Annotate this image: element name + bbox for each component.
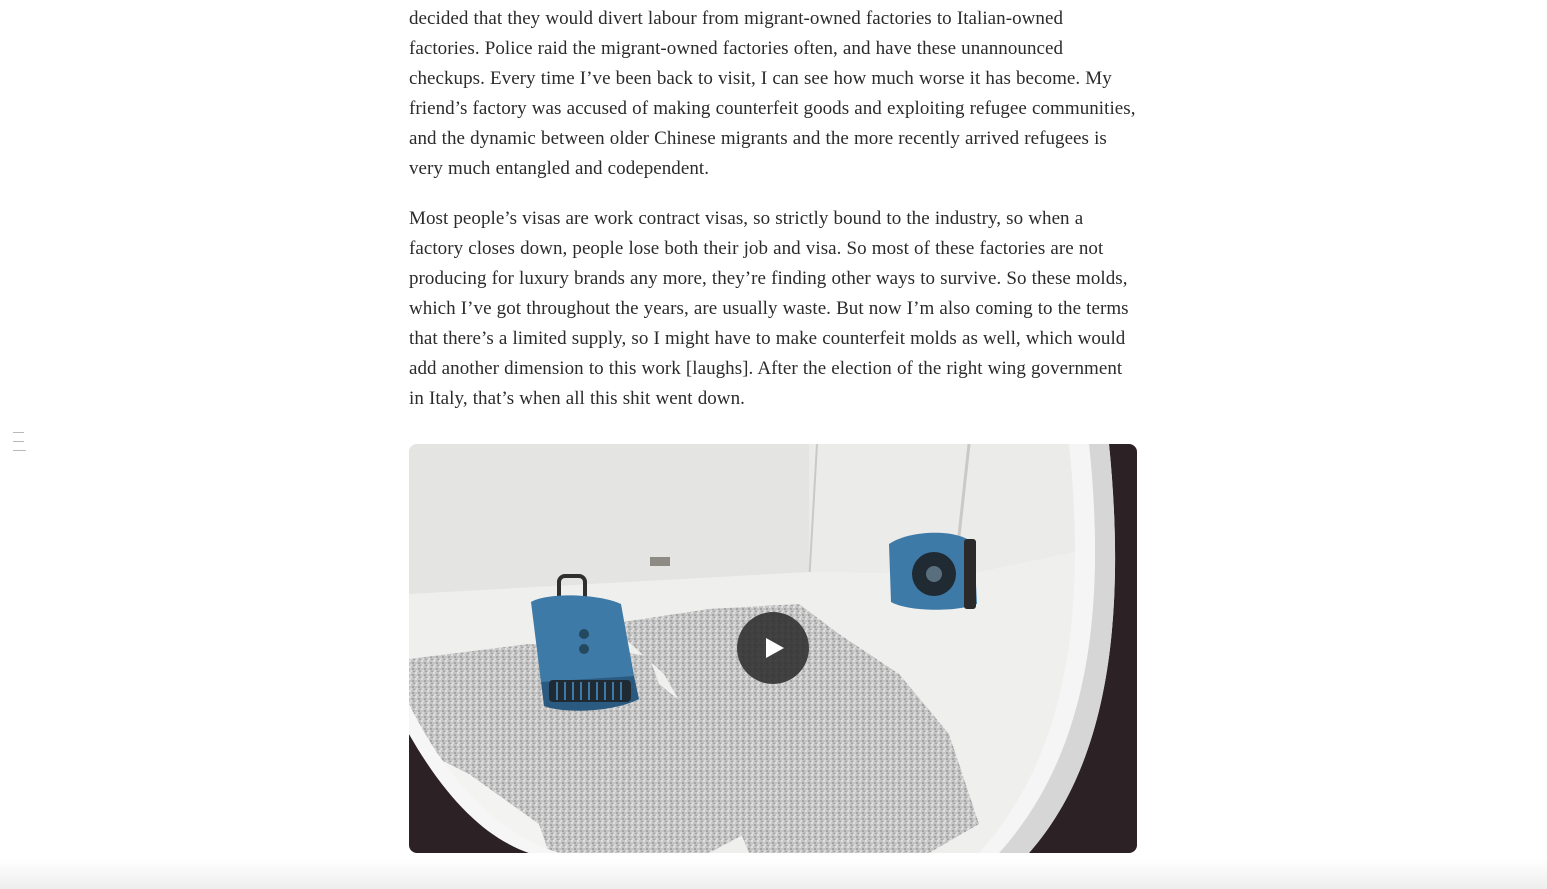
article-paragraph: decided that they would divert labour from migrant-owned factories to Italian-owned factories. Police raid the migrant-owned factories often, and have these unannounced checkups. Every time I’ve been back to visit, I can see how much worse it has become. My friend’s factory was accused of making counterfeit goods and exploiting refugee communities, and the dynamic between older Chinese migrants and the more recently arrived refugees is very much entangled and codependent.: [409, 8, 1136, 179]
toc-line: [13, 450, 26, 451]
video-player[interactable]: [409, 444, 1137, 853]
table-of-contents-icon[interactable]: [13, 432, 26, 459]
toc-line: [13, 441, 24, 442]
article-paragraph: Most people’s visas are work contract visas, so strictly bound to the industry, so when a factory closes down, people lose both their job and visa. So most of these factories are not producing for luxury brands any more, they’re finding other ways to survive. So these molds, which I’ve got throughout the years, are usually waste. But now I’m also coming to the terms that there’s a limited supply, so I might have to make counterfeit molds as well, which would add another dimension to this work [laughs]. After the election of the right wing government in Italy, that’s when all this shit went down.: [409, 208, 1129, 409]
bottom-fade: [0, 860, 1547, 889]
play-button[interactable]: [737, 612, 809, 684]
play-icon: [766, 638, 784, 658]
toc-line: [13, 432, 24, 433]
fan-right: [889, 533, 977, 610]
